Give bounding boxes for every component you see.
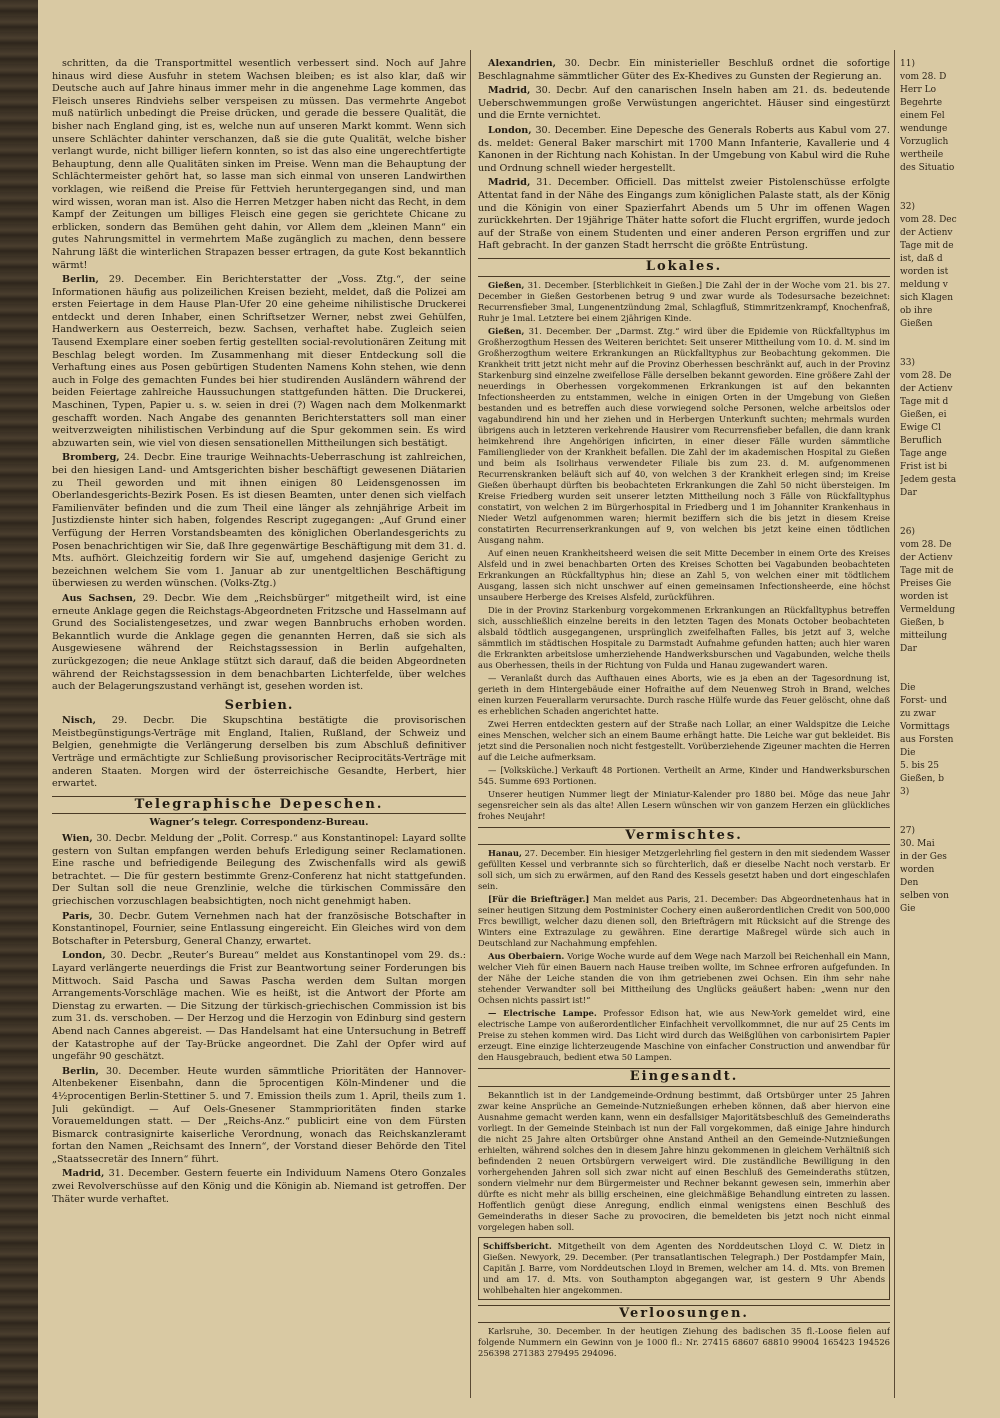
cropped-text-line: 11) [900,59,915,69]
cropped-text-line: Begehrte [900,98,943,108]
news-item [52,715,466,791]
spacer [900,331,1000,357]
spacer [900,175,1000,201]
news-text: 31. December. Officiell. Das mittelst zweier Pistolenschüsse erfolgte Attentat fand in der Nähe des Eingangs zum königlichen Palaste statt, als der König und die Königin von einer Spazierfahrt Abends um 5 Uhr im offenen Wagen zurückkehrten. Der 19jährige Thäter hatte sofort die Flucht ergriffen, wurde jedoch auf der Straße von einem Studenten und einer anderen Person ergriffen und zur Haft gebracht. In der ganzen Stadt herrscht die größte Entrüstung. [478,177,890,252]
dateline: [Für die Briefträger.] [488,894,590,905]
cropped-text-line: 5. bis 25 [900,761,940,771]
cropped-text-line: einem Fel [900,111,945,121]
news-text: 30. December. Heute wurden sämmtliche Prioritäten der Hannover-Altenbekener Eisenbahn, dann die 5procentigen Köln-Mindener und die 4½procentigen Berlin-Stettiner 5. und 7. Emission theils zum 1. April, theils zum 1. Juli gekündigt. — Auf Oels-Gnesener Stammprioritäten finden starke Vorauemeldungen statt. — Der „Reichs-Anz.“ publicirt eine von dem Fürsten Bismarck contrasignirte kaiserliche Verordnung, wonach das Reichskanzleramt fortan den Namen „Reichsamt des Innern“, der Vorstand dieser Behörde den Titel „Staatssecretär des Innern“ führt. [52,1065,466,1165]
section-heading-lokales: Lokales. [478,258,890,277]
cropped-text-line: sich Klagen [900,293,954,303]
news-text: 29. Decbr. Die Skupschtina bestätigte die provisorischen Meistbegünstigungs-Verträge mit England, Italien, Rußland, der Schweiz und Belgien, genehmigte die Verlängerung derselben bis zum Abschluß definitiver Verträge und ermächtigte zur Schließung provisorischer Reciprocitäts-Verträge mit anderen Staaten. Morgen wird der österreichische Gesandte, Herbert, hier erwartet. [52,715,466,790]
cropped-text-line: vom 28. De [900,540,952,550]
spacer [900,656,1000,682]
cropped-text-line: worden ist [900,592,949,602]
eingesandt-text: Bekanntlich ist in der Landgemeinde-Ordnung bestimmt, daß Ortsbürger unter 25 Jahren zwar keine Ansprüche an Gemeinde-Nutznießungen erheben können, daß aber hiervon eine Ausnahme gemacht werden kann, wenn ein desfallsiger Majoritätsbeschluß des Gemeinderaths vorliegt. In der Gemeinde Steinbach ist nun der Fall vorgekommen, daß einige Jahre hindurch die nicht 25 Jahre alten Ortsbürger ohne Anstand Antheil an den Gemeinde-Nutznießungen erhielten, während solches den in diesem Jahre hinzu gekommenen in gleichem Verhältniß sich befindenden 2 neuen Ortsbürgern verweigert wird. Die zuständliche Bewilligung in den vorhergehenden Jahren soll sich zwar nicht auf einen Beschluß des Gemeinderaths stützen, sondern vielmehr nur dem Bürgermeister und Rechner bekannt gewesen sein, immerhin aber dürfte es nicht mehr als billig erscheinen, eine gleichmäßige Behandlung eintreten zu lassen. Hoffentlich genügt diese Anregung, endlich einmal wenigstens einen Beschluß des Gemeinderaths in dieser Sache zu provociren, die bemeldeten bis jetzt noch nicht einmal vorgelegen haben soll. [478,1089,890,1232]
cropped-text-line: Jedem gesta [900,475,957,485]
telegram-item [52,950,466,1063]
cropped-text-line: Gießen [900,319,933,329]
cropped-text-line: Tage mit de [900,566,954,576]
cropped-text-line: vom 28. De [900,371,952,381]
cropped-text-line: Dar [900,644,917,654]
cropped-text-line: Die [900,748,916,758]
column-rule [894,50,895,1398]
cropped-text-line: 30. Mai [900,839,935,849]
cropped-text-line: meldung v [900,280,948,290]
dateline: Gießen, [488,279,525,290]
local-item: Die in der Provinz Starkenburg vorgekommenen Erkrankungen an Rückfalltyphus betreffen sich, ausschließlich einzelne bereits in den letzten Tagen des Monats October beobachteten alsbald tödtlich ausgegangenen, ursprünglich zweifelhaften Falles, bis jetzt auf 3, welche sämmtlich im städtischen Hospitale zu Darmstadt Aufnahme gefunden hatten; auch hier waren die Erkrankten arbeitslose umherziehende Handwerksburschen und Vagabunden, welche theils aus Oberhessen, theils in der Richtung von Fulda und Hanau zugewandert waren. [478,604,890,670]
local-item: — [Volksküche.] Verkauft 48 Portionen. Vertheilt an Arme, Kinder und Handwerksburschen 545. Summe 693 Portionen. [478,764,890,786]
cropped-text-line: 32) [900,202,915,212]
cropped-text-line: der Actienv [900,553,953,563]
telegram-item [52,1168,466,1206]
cropped-text-line: vom 28. Dec [900,215,957,225]
dateline: Madrid, [488,85,531,97]
telegram-item [478,85,890,123]
column-rule [470,50,471,1398]
cropped-text-line: 26) [900,527,915,537]
cropped-text-line: ob ihre [900,306,933,316]
spacer [900,799,1000,825]
cropped-text-line: Ewige Cl [900,423,941,433]
lokales-section [478,280,890,822]
misc-item [478,894,890,949]
column-middle [478,58,890,1388]
section-heading-verloosungen: Verloosungen. [478,1305,890,1324]
cropped-text-line: Beruflich [900,436,942,446]
news-item [52,274,466,450]
news-text: 30. Decbr. Auf den canarischen Inseln haben am 21. ds. bedeutende Ueberschwemmungen große Verwüstungen angerichtet. Häuser sind eingestürzt und die Ernte vernichtet. [478,85,890,122]
dateline: London, [62,950,106,962]
cropped-text-line: zu zwar [900,709,936,719]
cropped-text-line: Gießen, b [900,774,945,784]
cropped-text-line: Dar [900,488,917,498]
dateline: Gießen, [488,325,525,336]
cropped-text-line: des Situatio [900,163,955,173]
local-item [478,326,890,546]
news-text: 24. Decbr. Eine traurige Weihnachts-Ueberraschung ist zahlreichen, bei den hiesigen Land- und Amtsgerichten bisher beschäftigt gewesenen Diätarien zu Theil geworden und mit ihnen einigen 80 Leidensgenossen im Oberlandesgerichts-Bezirk Posen. Es ist diesen Beamten, unter denen sich vielfach Familienväter befinden und die zum Theil eine länger als zehnjährige Arbeit im Justizdienste hinter sich haben, folgendes Rescript zugegangen: „Auf Grund einer Verfügung der Herren Vorstandsbeamten des königlichen Oberlandesgerichts zu Posen benachrichtigen wir Sie, daß Ihre gegenwärtige Beschäftigung mit dem 31. d. Mts. aufhört. Gleichzeitig fordern wir Sie auf, umgehend dasjenige Gericht zu bezeichnen welchem Sie vom 1. Januar ab zur unentgeltlichen Beschäftigung überwiesen zu werden wünschen. (Volks-Ztg.) [52,452,466,590]
shipping-agent: Mitgetheilt von dem Agenten des Norddeutschen Lloyd C. W. Dietz in Gießen. [483,1240,885,1262]
spacer [900,500,1000,526]
news-text: 31. December. Der „Darmst. Ztg.“ wird über die Epidemie von Rückfalltyphus im Großherzogthum Hessen des Weiteren berichtet: Seit unserer Mittheilung vom 10. d. M. sind im Großherzogthum weitere Erkrankungen an Rückfalltyphus zur Beobachtung gekommen. Die Krankheit tritt jetzt nicht mehr auf die Provinz Oberhessen beschränkt auf, auch in der Provinz Starkenburg sind einzelne zweifellose Fälle derselben bekannt geworden. Eine größere Zahl der neuerdings in Oberhessen vorgekommenen Erkrankungen ist auf den bekannten Infectionsheerden zu entstammen, welche in einigen Orten in der Umgebung von Gießen bestanden und es betreffen auch diese vorwiegend solche Personen, welche arbeitslos oder vagabundirend hin und her ziehen und in Herbergen Unterkunft suchten; mehrmals wurden übrigens auch in letzteren verkehrende Hausirer vom Recurrensfieber befallen, die dann krank heimkehrend ihre Angehörigen inficirten, in einer dieser Fälle wurden sämmtliche Familienglieder von der Krankheit befallen. Die Zahl der im akademischen Hospital zu Gießen und beim als Isolirhaus verwendeter Filiale bis zum 23. d. M. aufgenommenen Recurrenskranken beläuft sich auf 40, von welchen 3 der Krankheit erlegen sind; im Kreise Gießen überhaupt dürften bis beobachteten Erkrankungen die Zahl 50 nicht übersteigen. Im Kreise Friedberg wurden seit unserer letzten Mittheilung noch 3 Fälle von Rückfalltyphus constatirt, von welchen 2 im Bürgerhospital in Friedberg und 1 im Johanniter Krankenhaus in Nieder Wetzl aufgenommen waren; hiermit beziffern sich die bis jetzt in diesem Kreise constatirten Recurrenserkrankungen auf 9, von welchen bis jetzt keine einen tödtlichen Ausgang nahm. [478,325,890,545]
dateline: Paris, [62,910,93,922]
cropped-text-line: Frist ist bi [900,462,948,472]
dateline: London, [488,124,532,136]
dateline: Nisch, [62,715,96,727]
misc-item [478,1008,890,1063]
cropped-text-line: aus Forsten [900,735,954,745]
dateline: Hanau, [488,848,522,859]
news-text: 29. Decbr. Wie dem „Reichsbürger“ mitgetheilt wird, ist eine erneute Anklage gegen die Reichstags-Abgeordneten Fritzsche und Hasselmann auf Grund des Socialistengesetzes, und zwar wegen Bannbruchs erhoben worden. Bekanntlich wurde die Anklage gegen die genannten Herren, daß sie sich als Ausgewiesene während der Reichstagssession in Berlin aufgehalten, zurückgezogen; die neue Anklage stützt sich darauf, daß die beiden Abgeordneten während der Reichstagssession in dem benachbarten Lichterfelde, über welches auch der Belagerungszustand verhängt ist, gesehen worden ist. [52,592,466,693]
local-item: Unserer heutigen Nummer liegt der Miniatur-Kalender pro 1880 bei. Möge das neue Jahr segensreicher sein als das alte! Allen Lesern wünschen wir von ganzem Herzen ein glückliches frohes Neujahr! [478,788,890,821]
news-text: Professor Edison hat, wie aus New-York gemeldet wird, eine electrische Lampe von außerordentlicher Einfachheit vervollkommnet, die nur auf 25 Cents im Preise zu stehen kommen wird. Das Licht wird durch das Weißglühen von carbonisirtem Papier erzeugt. Eine einzige lichterzeugende Maschine von einfacher Construction und anwendbar für den Hausgebrauch, bedient etwa 50 Lampen. [478,1008,890,1063]
cropped-text-line: Den [900,878,919,888]
article-paragraph: schritten, da die Transportmittel wesentlich verbessert sind. Noch auf Jahre hinaus wird diese Ausfuhr in stetem Wachsen bleiben; es ist also klar, daß wir Deutsche auch auf Jahre hinaus immer mehr in die angenehme Lage kommen, das Fleisch unseres Rindviehs selber verspeisen zu müssen. Das vermehrte Angebot muß natürlich unbedingt die Preise drücken, und gerade die bessere Qualität, die bisher nach England ging, ist es, welche nun auf unseren Markt kommt. Wenn sich unsere Schlächter dahinter verschanzen, daß sie die gute Qualität, welche bisher verlangt wurde, nicht billiger liefern konnten, so ist das also eine ungerechtfertigte Behauptung, denn alle Qualitäten sinken im Preise. Wenn man die Behauptung der Schlächtermeister gehört hat, so lasse man sich einmal von unseren Landwirthen vorklagen, wie reißend die Preise für Fettvieh heruntergegangen sind, und man wird wissen, woran man ist. Also die Herren Metzger haben nicht das Recht, in dem Kampf der Zeitungen um billiges Fleisch eine gegen sie gerichtete Chicane zu erblicken, sondern das Bemühen geht dahin, vor Allem dem „kleinen Mann“ ein gutes Nahrungsmittel in vermehrtem Maße zugänglich zu machen, denn bessere Nahrung läßt die winterlichen Strapazen besser ertragen, da gute Kost bekanntlich wärmt! [52,58,466,271]
lottery-text: Karlsruhe, 30. December. In der heutigen Ziehung des badischen 35 fl.-Loose fielen auf folgende Nummern ein Gewinn von je 1000 fl.: Nr. 27415 68607 68810 99004 165423 194526 256398 271383 279495 294096. [478,1326,890,1359]
cropped-text-line: worden ist [900,267,949,277]
cropped-text-line: wendunge [900,124,948,134]
telegraph-subheading: Wagner’s telegr. Correspondenz-Bureau. [149,817,369,829]
cropped-text-line: der Actienv [900,228,953,238]
cropped-text-line: 27) [900,826,915,836]
column-right-cropped [900,58,1000,1388]
cropped-text-line: selben von [900,891,949,901]
news-text: 27. December. Ein hiesiger Metzgerlehrling fiel gestern in den mit siedendem Wasser gefüllten Kessel und verbrannte sich so fürchterlich, daß er dieselbe Nacht noch verstarb. Er soll sich, um sich zu erwärmen, auf den Rand des Kessels gesetzt haben und dort eingeschlafen sein. [478,848,890,892]
cropped-text-line: der Actienv [900,384,953,394]
cropped-text-line: Vormittags [900,722,950,732]
dateline: Aus Oberbaiern. [488,951,565,962]
cropped-text-line: Tage mit d [900,397,949,407]
section-heading-telegraph: Telegraphische Depeschen. [52,796,466,815]
cropped-text-line: Preises Gie [900,579,952,589]
news-text: 30. Decbr. Ein ministerieller Beschluß ordnet die sofortige Beschlagnahme sämmtlicher Güter des Ex-Khedives zu Gunsten der Regierung an. [478,58,890,82]
section-heading-vermischtes: Vermischtes. [478,827,890,846]
telegram-item [478,58,890,83]
news-text: 31. December. [Sterblichkeit in Gießen.] Die Zahl der in der Woche vom 21. bis 27. December in Gießen Gestorbenen betrug 9 und zwar wurde als Todesursache bezeichnet: Recurrensfieber 3mal, Lungenentzündung 2mal, Schlagfluß, Stimmritzenkrampf, Knochenfraß, Ruhr je 1mal. Letztere bei einem 2jährigen Kinde. [478,279,890,323]
binding-gutter [0,0,38,1418]
column-left [52,58,466,1388]
misc-item [478,848,890,892]
cropped-text-line: Vermeldung [900,605,956,615]
local-item: Zwei Herren entdeckten gestern auf der Straße nach Lollar, an einer Waldspitze die Leiche eines Menschen, welcher sich an einem Baume erhängt hatte. Die Leiche war gut bekleidet. Bis jetzt sind die Personalien noch nicht festgestellt. Vorüberziehende Zigeuner machten die Herren auf die Leiche aufmerksam. [478,718,890,762]
cropped-text-line: Tage mit de [900,241,954,251]
news-text: 31. December. Gestern feuerte ein Individuum Namens Otero Gonzales zwei Revolverschüsse auf den König und die Königin ab. Niemand ist getroffen. Der Thäter wurde verhaftet. [52,1168,466,1205]
telegram-item [52,1066,466,1167]
cropped-text-line: Herr Lo [900,85,937,95]
local-item [478,280,890,324]
dateline: Alexandrien, [488,58,556,69]
cropped-text-line: Gie [900,904,916,914]
news-text: Vorige Woche wurde auf dem Wege nach Marzoll bei Reichenhall ein Mann, welcher Vieh für einen Bauern nach Hause treiben wollte, im Schnee erfroren aufgefunden. In der Nähe der Leiche standen die von ihm getriebenen zwei Ochsen. Ein ihm sehr nahe stehender Verwandter soll bei Mittheilung des Unglücks geäußert haben: „wenn nur den Ochsen nichts passirt ist!“ [478,951,890,1006]
cropped-text-line: Die [900,683,916,693]
cropped-text-line: wertheile [900,150,944,160]
local-item: — Veranlaßt durch das Aufthauen eines Aborts, wie es ja eben an der Tagesordnung ist, gerieth in dem Hintergebäude einer Hofraithe auf dem Neuenweg Stroh in Brand, welches einen kurzen Feuerallarm verursachte. Durch rasche Hülfe wurde das Feuer gelöscht, ohne daß es erheblichen Schaden angerichtet hatte. [478,672,890,716]
telegram-item [478,125,890,175]
dateline: — Electrische Lampe. [488,1008,597,1019]
dateline: Berlin, [62,1065,99,1077]
cropped-text-line: worden [900,865,935,875]
news-text: 30. Decbr. Gutem Vernehmen nach hat der französische Botschafter in Konstantinopel, Fournier, seine Entlassung eingereicht. Ein Gleiches wird von dem Botschafter in Petersburg, General Chanzy, erwartet. [52,910,466,947]
news-item [52,593,466,694]
local-item: Auf einen neuen Krankheitsheerd weisen die seit Mitte December in einem Orte des Kreises Alsfeld und in zwei benachbarten Orten des Kreises Schotten bei Vagabunden beobachteten Erkrankungen an Rückfalltyphus hin; diese an Zahl 5, von welchen einer mit tödtlichem Ausgang, lassen sich nicht unschwer auf einen gemeinsamen Infectionsheerde, eine höchst unsaubere Herberge des Kreises Alsfeld, zurückführen. [478,547,890,602]
cropped-text-line: Vorzuglich [900,137,949,147]
news-text: Man meldet aus Paris, 21. December: Das Abgeordnetenhaus hat in seiner heutigen Sitzung dem Postminister Cochery einen außerordentlichen Credit von 500,000 Frcs bewilligt, welcher dazu dienen soll, den Briefträgern mit Rücksicht auf die Strenge des Winters eine Extrazulage zu gewähren. Eine derartige Maßregel würde sich auch in Deutschland zur Nachahmung empfehlen. [478,894,890,949]
news-text: 30. Decbr. „Reuter’s Bureau“ meldet aus Konstantinopel vom 29. ds.: Layard verlängerte neuerdings die Frist zur Beantwortung seiner Forderungen bis Mittwoch. Said Pascha und Sawas Pascha werden dem Sultan morgen Arrangements-Vorschläge machen. Wie es heißt, ist die Antwort der Pforte am Dienstag zu erwarten. — Die Sitzung der türkisch-griechischen Commission ist bis zum 31. ds. verschoben. — Der Herzog und die Herzogin von Edinburg sind gestern Abend nach Cannes abgereist. — Das Handelsamt hat eine Untersuchung in Betreff der Katastrophe auf der Tay-Brücke angeordnet. Die Zahl der Opfer wird auf ungefähr 90 geschätzt. [52,950,466,1063]
cropped-text-line: 3) [900,787,910,797]
cropped-text-line: 33) [900,358,915,368]
cropped-text-line: ist, daß d [900,254,943,264]
dateline: Madrid, [488,177,531,189]
dateline: Aus Sachsen, [62,592,137,604]
news-text: 30. Decbr. Meldung der „Polit. Corresp.“ aus Konstantinopel: Layard sollte gestern von Sultan empfangen werden behufs Erledigung seiner Reclamationen. Eine rasche und befriedigende Beilegung des Zwischenfalls wird als gewiß betrachtet. — Die für gestern bestimmte Grenz-Conferenz hat nicht stattgefunden. Der Sultan soll die neue Grenzlinie, welche die türkischen Commissäre den griechischen vorzuschlagen beabsichtigten, noch nicht genehmigt haben. [52,833,466,907]
news-text: 30. December. Eine Depesche des Generals Roberts aus Kabul vom 27. ds. meldet: General Baker marschirt mit 1700 Mann Infanterie, Kavallerie und 4 Kanonen in der Richtung nach Kohistan. In der Umgebung von Kabul wird die Ruhe und Ordnung schnell wieder hergestellt. [478,124,890,174]
telegram-item [478,177,890,253]
shipping-text: Newyork, 29. December. (Per transatlantischen Telegraph.) Der Postdampfer Main, Capitän J. Barre, vom Norddeutschen Lloyd in Bremen, welcher am 14. d. Mts. von Bremen und am 17. d. Mts. von Southampton abgegangen war, ist gestern 9 Uhr Abends wohlbehalten hier angekommen. [483,1251,885,1295]
section-heading-serbien: Serbien. [224,697,294,713]
cropped-text-line: Forst- und [900,696,947,706]
section-heading-eingesandt: Eingesandt. [478,1068,890,1087]
cropped-text-line: Gießen, b [900,618,945,628]
cropped-text-line: mitteilung [900,631,948,641]
shipping-report [478,1237,890,1300]
misc-item [478,951,890,1006]
cropped-text-line: vom 28. D [900,72,947,82]
dateline: Berlin, [62,274,99,286]
cropped-text-line: Gießen, ei [900,410,947,420]
dateline: Madrid, [62,1168,105,1180]
cropped-text-line: in der Ges [900,852,947,862]
dateline: Wien, [62,833,93,845]
shipping-title: Schiffsbericht. [483,1240,552,1251]
news-item [52,452,466,591]
vermischtes-section [478,848,890,1063]
dateline: Bromberg, [62,452,120,464]
cropped-text-line: Tage ange [900,449,947,459]
telegram-item [52,911,466,949]
news-text: 29. December. Ein Berichterstatter der „Voss. Ztg.“, der seine Informationen häufig aus polizeilichen Kreisen bezieht, meldet, daß die Polizei am ersten Feiertage in dem Hause Plan-Ufer 20 eine geheime nihilistische Druckerei entdeckt und deren Inhaber, einen Schriftsetzer Werner, nebst zwei Gehülfen, Handwerkern aus Oesterreich, bezw. Sachsen, verhaftet habe. Zugleich seien Tausend Exemplare einer soeben fertig gestellten social-revolutionären Zeitung mit Beschlag belegt worden. Im Zusammenhang mit dieser Entdeckung soll die Verhaftung eines aus Posen gebürtigen Studenten Namens Kohn stehen, wie denn auch in Folge des gemachten Fundes bei hier studirenden Ausländern während der beiden Feiertage zahlreiche Haussuchungen stattgefunden hätten. Die Druckerei, Maschinen, Typen, Papier u. s. w. seien in drei (?) Wagen nach dem Molkenmarkt geschafft worden. Nach Angabe des genannten Berichterstatters soll man einer weitverzweigten nihilistischen Verbindung auf die Spur gekommen sein. Es wird abzuwarten sein, wie viel von diesen sensationellen Mittheilungen sich bestätigt. [52,274,466,449]
telegram-item [52,833,466,909]
